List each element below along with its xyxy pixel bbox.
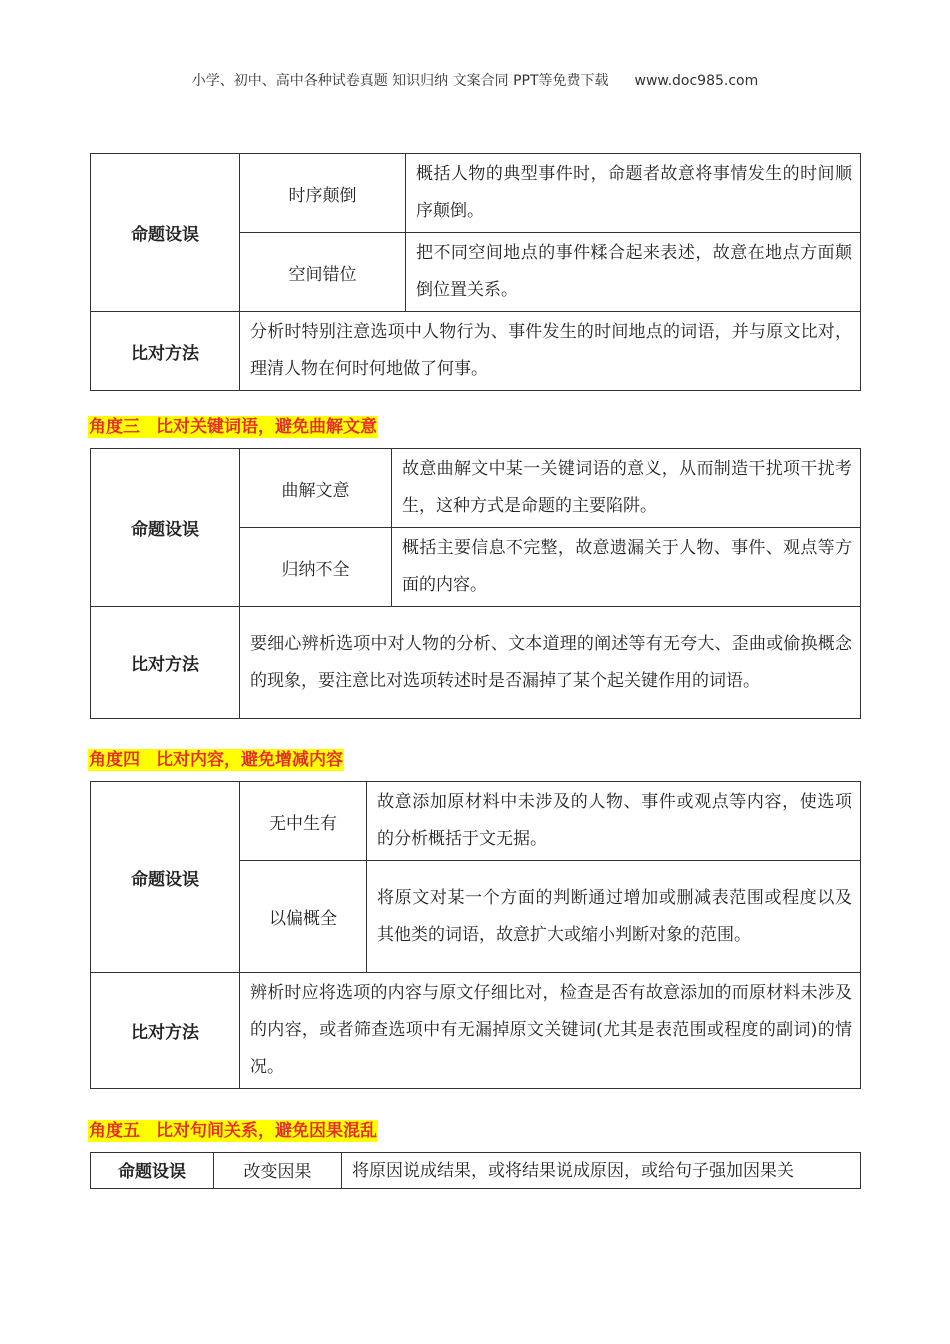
heading-text: 比对关键词语，避免曲解文意 (156, 417, 377, 437)
error-desc: 将原文对某一个方面的判断通过增加或删减表范围或程度以及其他类的词语，故意扩大或缩小判断对象的范围。 (367, 861, 861, 973)
error-type: 归纳不全 (240, 528, 392, 607)
heading-number: 角度三 (89, 417, 140, 437)
error-label: 命题设误 (91, 1153, 214, 1189)
method-label: 比对方法 (91, 312, 240, 391)
heading-number: 角度四 (89, 750, 140, 770)
method-label: 比对方法 (91, 973, 240, 1089)
error-desc: 概括人物的典型事件时，命题者故意将事情发生的时间顺序颠倒。 (406, 154, 861, 233)
error-desc: 概括主要信息不完整，故意遗漏关于人物、事件、观点等方面的内容。 (392, 528, 861, 607)
error-type: 改变因果 (214, 1153, 342, 1189)
error-desc: 把不同空间地点的事件糅合起来表述，故意在地点方面颠倒位置关系。 (406, 233, 861, 312)
page-header (0, 70, 950, 90)
table-3 (90, 781, 861, 1089)
error-desc: 故意曲解文中某一关键词语的意义，从而制造干扰项干扰考生，这种方式是命题的主要陷阱。 (392, 449, 861, 528)
table-4 (90, 1152, 861, 1189)
error-label: 命题设误 (91, 782, 240, 973)
error-type: 时序颠倒 (240, 154, 406, 233)
error-type: 曲解文意 (240, 449, 392, 528)
error-desc: 故意添加原材料中未涉及的人物、事件或观点等内容，使选项的分析概括于文无据。 (367, 782, 861, 861)
heading-text: 比对句间关系，避免因果混乱 (156, 1121, 377, 1141)
error-type: 无中生有 (240, 782, 367, 861)
method-desc: 辨析时应将选项的内容与原文仔细比对，检查是否有故意添加的而原材料未涉及的内容，或者筛查选项中有无漏掉原文关键词(尤其是表范围或程度的副词)的情况。 (240, 973, 861, 1089)
error-label: 命题设误 (91, 449, 240, 607)
heading-number: 角度五 (89, 1121, 140, 1141)
section-heading-5 (88, 1120, 378, 1142)
method-desc: 分析时特别注意选项中人物行为、事件发生的时间地点的词语，并与原文比对，理清人物在何时何地做了何事。 (240, 312, 861, 391)
method-desc: 要细心辨析选项中对人物的分析、文本道理的阐述等有无夸大、歪曲或偷换概念的现象，要注意比对选项转述时是否漏掉了某个起关键作用的词语。 (240, 607, 861, 719)
header-text: 小学、初中、高中各种试卷真题 知识归纳 文案合同 PPT等免费下载 (191, 73, 609, 89)
heading-text: 比对内容，避免增减内容 (156, 750, 343, 770)
table-2 (90, 448, 861, 719)
section-heading-4 (88, 749, 344, 771)
table-1 (90, 153, 861, 391)
method-label: 比对方法 (91, 607, 240, 719)
error-label: 命题设误 (91, 154, 240, 312)
section-heading-3 (88, 416, 378, 438)
error-type: 以偏概全 (240, 861, 367, 973)
error-type: 空间错位 (240, 233, 406, 312)
error-desc: 将原因说成结果，或将结果说成原因，或给句子强加因果关 (342, 1153, 861, 1189)
header-url[interactable]: www.doc985.com (634, 73, 759, 89)
